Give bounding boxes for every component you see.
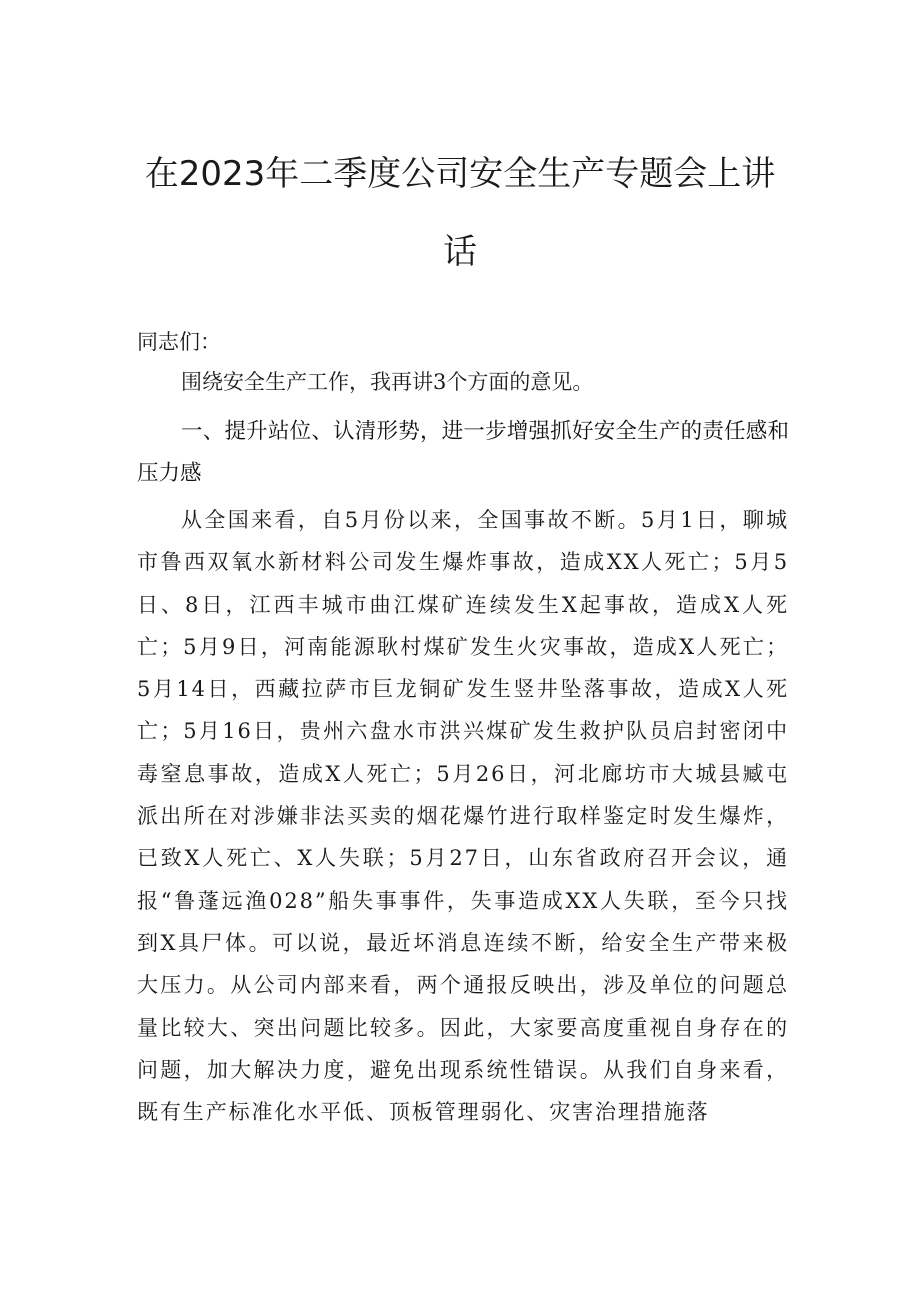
intro-paragraph: 围绕安全生产工作，我再讲3个方面的意见。: [181, 370, 594, 394]
salutation: 同志们：: [137, 330, 221, 354]
section-heading-1: 一、提升站位、认清形势，进一步增强抓好安全生产的责任感和压力感: [137, 419, 789, 486]
body-paragraph-1: 从全国来看，自5月份以来，全国事故不断。5月1日，聊城市鲁西双氧水新材料公司发生爆炸事故，造成XX人死亡；5月5日、8日，江西丰城市曲江煤矿连续发生X起事故，造成X人死亡；5月9日，河南能源耿村煤矿发生火灾事故，造成X人死亡；5月14日，西藏拉萨市巨龙铜矿发生竖井坠落事故，造成X人死亡；5月16日，贵州六盘水市洪兴煤矿发生救护队员启封密闭中毒窒息事故，造成X人死亡；5月26日，河北廊坊市大城县臧屯派出所在对涉嫌非法买卖的烟花爆竹进行取样鉴定时发生爆炸，已致X人死亡、X人失联；5月27日，山东省政府召开会议，通报“鲁蓬远渔028”船失事事件，失事造成XX人失联，至今只找到X具尸体。可以说，最近坏消息连续不断，给安全生产带来极大压力。从公司内部来看，两个通报反映出，涉及单位的问题总量比较大、突出问题比较多。因此，大家要高度重视自身存在的问题，加大解决力度，避免出现系统性错误。从我们自身来看，既有生产标准化水平低、顶板管理弱化、灾害治理措施落: [137, 508, 789, 1125]
document-title-line-1: 在2023年二季度公司安全生产专题会上讲: [144, 154, 776, 194]
document-title-line-2: 话: [443, 232, 477, 272]
